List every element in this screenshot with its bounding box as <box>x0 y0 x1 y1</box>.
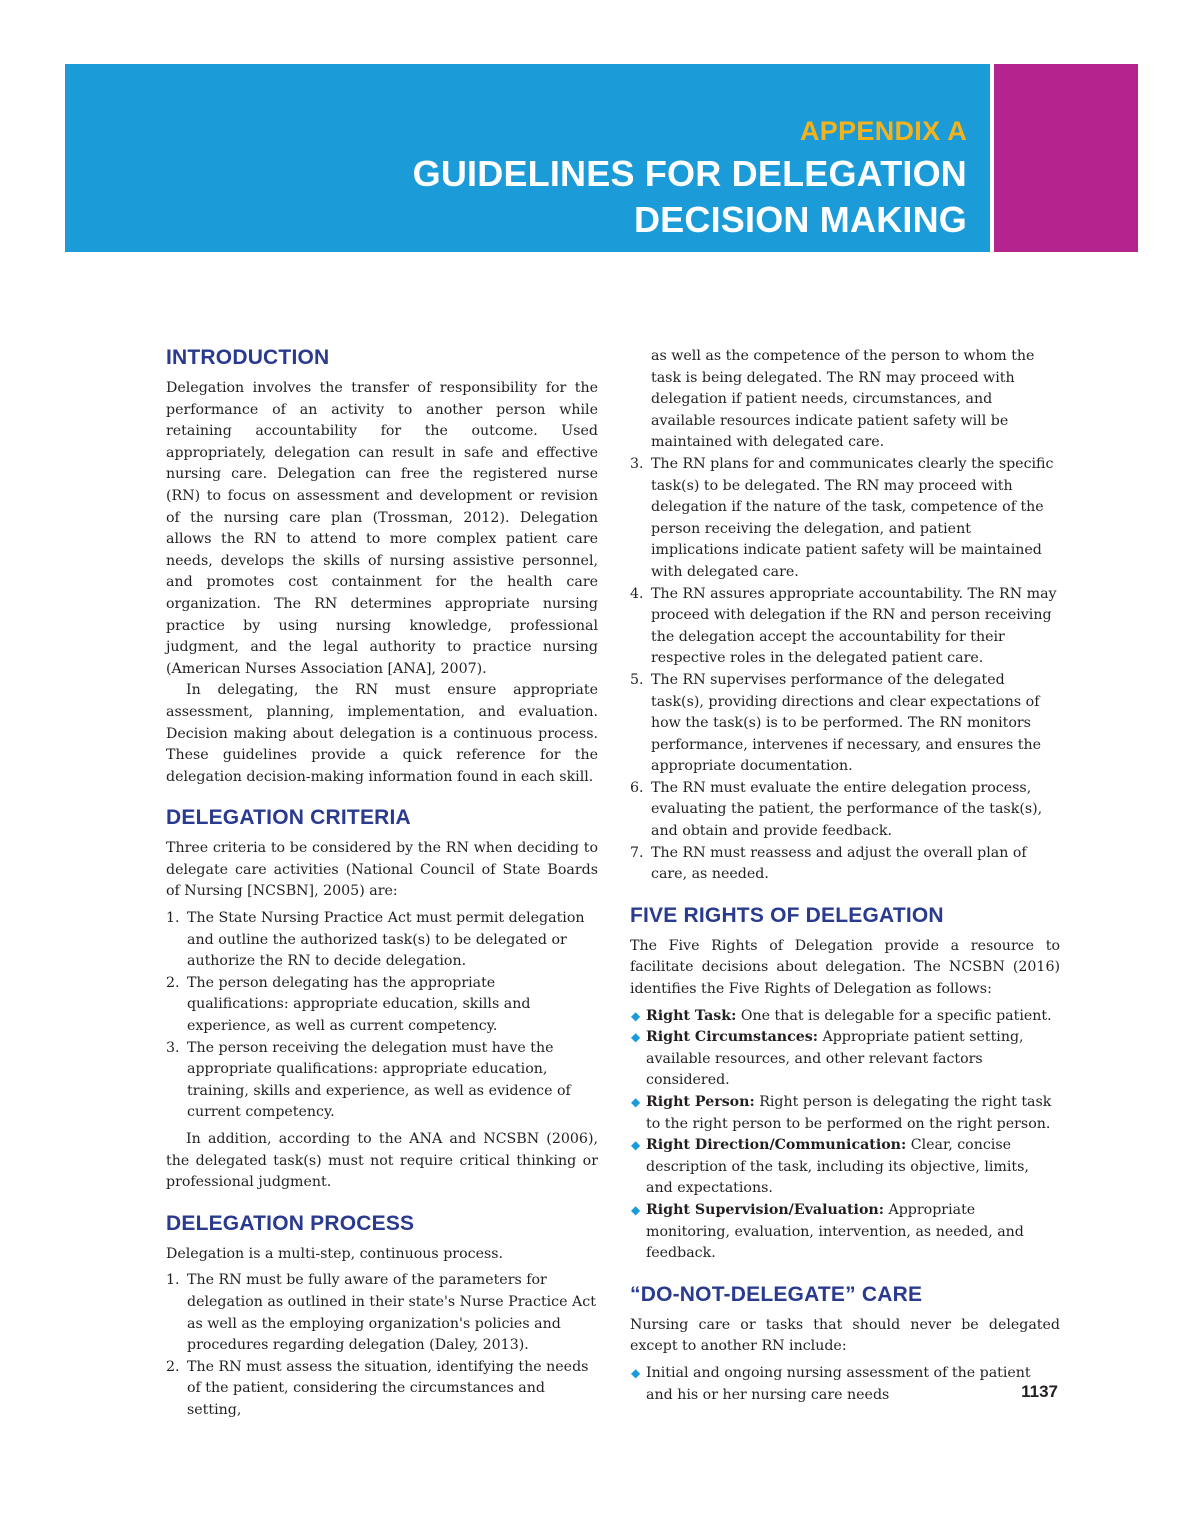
introduction-heading: INTRODUCTION <box>166 346 330 369</box>
bullet-icon: ◆ <box>631 1202 641 1217</box>
list-item: ◆ Right Direction/Communication: Clear, concise description of the task, including its objective, limits, and expectations. <box>631 1137 1029 1197</box>
do-not-delegate-list <box>630 1363 1060 1406</box>
right-column <box>630 346 1060 1411</box>
process-item-2-continued: as well as the competence of the person to whom the task is being delegated. The RN may proceed with delegation if patient needs, circumstances, and available resources indicate patient safety will be maintained with delegated care. <box>651 348 1035 451</box>
list-item: 7. The RN must reassess and adjust the overall plan of care, as needed. <box>630 844 1027 883</box>
header-accent-block <box>994 64 1138 252</box>
list-item: ◆ Right Supervision/Evaluation: Appropriate monitoring, evaluation, intervention, as needed, and feedback. <box>631 1201 1024 1262</box>
list-item: 2. The RN must assess the situation, identifying the needs of the patient, considering the circumstances and setting, <box>166 1358 589 1418</box>
list-item: 1. The RN must be fully aware of the parameters for delegation as outlined in their state's Nurse Practice Act as well as the employing organization's policies and procedures regarding delegation (Daley, 2013). <box>166 1272 596 1354</box>
introduction-paragraph-1: Delegation involves the transfer of responsibility for the performance of an activity to another person while retaining accountability for the outcome. Used appropriately, delegation can result in safe and effective nursing care. Delegation can free the registered nurse (RN) to focus on assessment and development or revision of the nursing care plan (Trossman, 2012). Delegation allows the RN to attend to more complex patient care needs, develops the skills of nursing assistive personnel, and promotes cost containment for the health care organization. The RN determines appropriate nursing practice by using nursing knowledge, professional judgment, and the legal authority to practice nursing (American Nurses Association [ANA], 2007). <box>166 380 598 677</box>
five-rights-heading: FIVE RIGHTS OF DELEGATION <box>630 903 944 927</box>
criteria-closing: In addition, according to the ANA and NCSBN (2006), the delegated task(s) must not require critical thinking or professional judgment. <box>166 1131 598 1191</box>
list-item: ◆ Right Circumstances: Appropriate patient setting, available resources, and other relevant factors considered. <box>631 1029 1024 1089</box>
list-item: 3. The RN plans for and communicates clearly the specific task(s) to be delegated. The RN may proceed with delegation if the nature of the task, competence of the person receiving the delegation, and patient implications indicate patient safety will be maintained with delegated care. <box>630 455 1054 580</box>
bullet-icon: ◆ <box>631 1008 641 1023</box>
bullet-icon: ◆ <box>631 1030 641 1045</box>
list-item: ◆ Initial and ongoing nursing assessment of the patient and his or her nursing care needs <box>631 1364 1031 1403</box>
page-title-line-2: DECISION MAKING <box>633 199 967 240</box>
criteria-intro: Three criteria to be considered by the RN when deciding to delegate care activities (National Council of State Boards of Nursing [NCSBN], 2005) are: <box>166 840 598 900</box>
list-item: ◆ Right Person: Right person is delegating the right task to the right person to be performed on the right person. <box>631 1094 1052 1132</box>
process-list-left <box>166 1270 598 1421</box>
appendix-label: APPENDIX A <box>799 116 967 146</box>
list-item: 4. The RN assures appropriate accountability. The RN may proceed with delegation if the RN and person receiving the delegation accept the accountability for their respective roles in the delegated patient care. <box>630 585 1057 667</box>
list-item: 1. The State Nursing Practice Act must permit delegation and outline the authorized task(s) to be delegated or authorize the RN to decide delegation. <box>166 910 585 970</box>
five-rights-intro: The Five Rights of Delegation provide a resource to facilitate decisions about delegation. The NCSBN (2016) identifies the Five Rights of Delegation as follows: <box>630 937 1060 998</box>
list-item: 5. The RN supervises performance of the delegated task(s), providing directions and clear expectations of how the task(s) is to be performed. The RN monitors performance, intervenes if necessary, and ensures the appropriate documentation. <box>630 671 1042 775</box>
process-list-right <box>630 454 1060 886</box>
list-item: ◆ Right Task: One that is delegable for a specific patient. <box>630 1006 1060 1028</box>
process-heading: DELEGATION PROCESS <box>166 1211 415 1235</box>
criteria-list <box>166 908 598 1124</box>
bullet-icon: ◆ <box>631 1095 641 1109</box>
bullet-icon: ◆ <box>631 1138 641 1153</box>
five-rights-list <box>630 1006 1060 1265</box>
bullet-icon: ◆ <box>631 1365 641 1380</box>
left-column <box>166 340 598 1427</box>
do-not-delegate-heading: “DO-NOT-DELEGATE” CARE <box>630 1282 923 1306</box>
page-number: 1137 <box>1021 1382 1058 1401</box>
list-item: 6. The RN must evaluate the entire delegation process, evaluating the patient, the performance of the task(s), and obtain and provide feedback. <box>630 779 1043 840</box>
do-not-delegate-intro: Nursing care or tasks that should never be delegated except to another RN include: <box>630 1316 1060 1355</box>
page-title-line-1: GUIDELINES FOR DELEGATION <box>412 153 967 194</box>
criteria-heading: DELEGATION CRITERIA <box>166 806 411 830</box>
list-item: 3. The person receiving the delegation must have the appropriate qualifications: appropriate education, training, skills and experience, as well as evidence of current competency. <box>166 1039 571 1121</box>
introduction-paragraph-2: In delegating, the RN must ensure appropriate assessment, planning, implementation, and evaluation. Decision making about delegation is a continuous process. These guidelines provide a quick reference for the delegation decision-making information found in each skill. <box>166 682 598 785</box>
list-item: 2. The person delegating has the appropriate qualifications: appropriate education, skills and experience, as well as current competency. <box>166 974 531 1035</box>
process-intro: Delegation is a multi-step, continuous process. <box>166 1245 504 1262</box>
